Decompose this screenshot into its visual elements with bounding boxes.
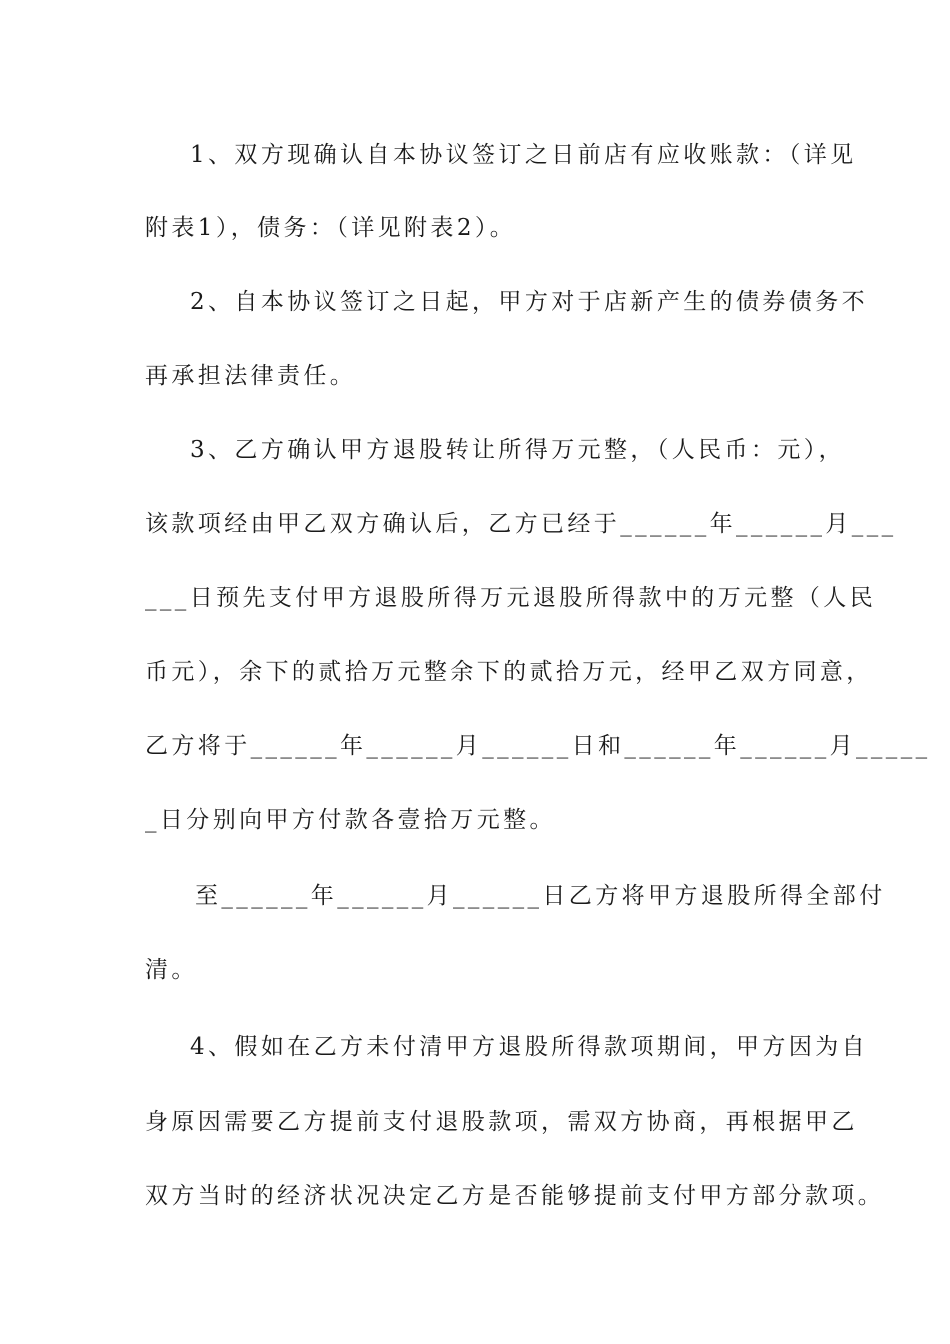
clause-1-line-2: 附表1），债务：（详见附表2）。 — [145, 215, 517, 241]
clause-2-line-1: 2、自本协议签订之日起，甲方对于店新产生的债券债务不 — [190, 289, 869, 315]
clause-3-line-4: 币元），余下的贰拾万元整余下的贰拾万元，经甲乙双方同意， — [145, 659, 873, 685]
clause-4-line-1: 4、假如在乙方未付清甲方退股所得款项期间，甲方因为自 — [190, 1034, 869, 1060]
clause-3-line-6: _日分别向甲方付款各壹拾万元整。 — [145, 807, 556, 833]
clause-1-line-1: 1、双方现确认自本协议签订之日前店有应收账款：（详见 — [190, 142, 857, 168]
clause-3-line-5: 乙方将于______年______月______日和______年______月_____ — [145, 733, 931, 759]
clause-3-line-3: ___日预先支付甲方退股所得万元退股所得款中的万元整（人民 — [145, 585, 877, 611]
clause-2-line-2: 再承担法律责任。 — [145, 363, 357, 389]
clause-3-line-1: 3、乙方确认甲方退股转让所得万元整，（人民币：元）， — [190, 437, 846, 463]
clause-3-line-2: 该款项经由甲乙双方确认后，乙方已经于______年______月___ — [145, 511, 897, 537]
clause-3-sub-line-1: 至______年______月______日乙方将甲方退股所得全部付 — [195, 883, 886, 909]
clause-4-line-3: 双方当时的经济状况决定乙方是否能够提前支付甲方部分款项。 — [145, 1183, 885, 1209]
clause-4-line-2: 身原因需要乙方提前支付退股款项，需双方协商，再根据甲乙 — [145, 1109, 858, 1135]
clause-3-sub-line-2: 清。 — [145, 957, 198, 983]
